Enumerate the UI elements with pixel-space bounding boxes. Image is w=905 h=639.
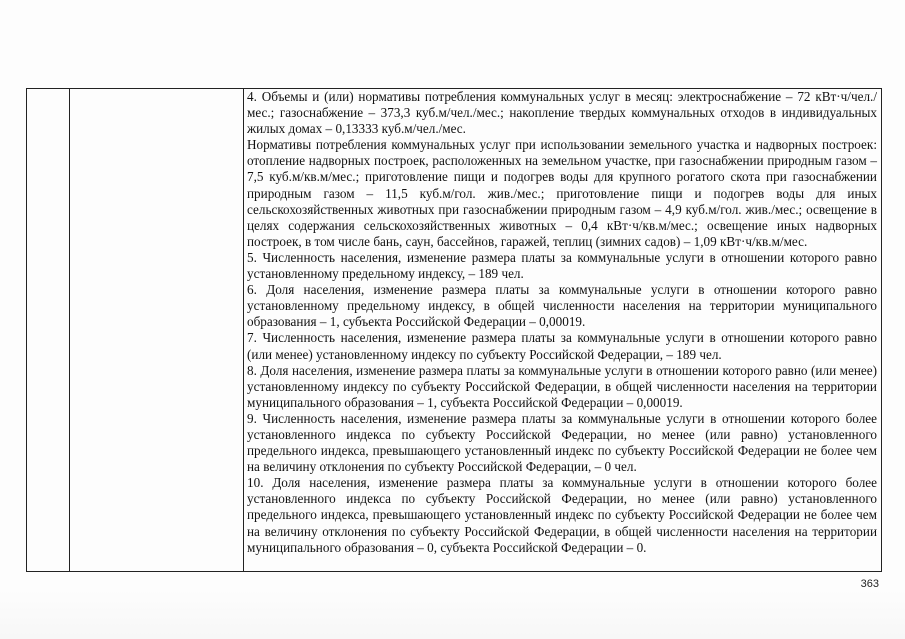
- scan-background: [0, 590, 905, 639]
- paragraph-item-5: 5. Численность населения, изменение размера платы за коммунальные услуги в отношении которого равно установленному предельному индексу, – 189 чел.: [247, 249, 877, 282]
- paragraph-item-7: 7. Численность населения, изменение размера платы за коммунальные услуги в отношении которого равно (или менее) установленному индексу по субъекту Российской Федерации, – 189 чел.: [247, 330, 877, 362]
- paragraph-item-4: 4. Объемы и (или) нормативы потребления коммунальных услуг в месяц: электроснабжение – 72 кВт·ч/чел./мес.; газоснабжение – 373,3 куб.м/чел./мес.; накопление твердых коммунальных отходов в индивидуальных жилых домах – 0,13333 куб.м/чел./мес.: [247, 89, 877, 137]
- paragraph-norms: Нормативы потребления коммунальных услуг при использовании земельного участка и надворных построек: отопление надворных построек, расположенных на земельном участке, при газоснабжении природным газом – 7,5 куб.м/кв.м/мес.; приготовление пищи и подогрев воды для крупного рогатого скота при газоснабжении природным газом – 11,5 куб.м/гол. жив./мес.; приготовление пищи и подогрев воды для иных сельскохозяйственных животных при газоснабжении природным газом – 4,9 куб.м/гол. жив./мес.; освещение в целях содержания сельскохозяйственных животных – 0,4 кВт·ч/кв.м/мес.; освещение иных надворных построек, в том числе бань, саун, бассейнов, гаражей, теплиц (зимних садов) – 1,09 кВт·ч/кв.м/мес.: [247, 137, 877, 249]
- table-cell-content: [247, 89, 877, 556]
- table-column-divider: [69, 89, 70, 571]
- page-number: 363: [860, 578, 879, 590]
- document-table: [26, 88, 882, 572]
- paragraph-item-10: 10. Доля населения, изменение размера платы за коммунальные услуги в отношении которого более установленного индекса по субъекту Российской Федерации, но менее (или равно) установленного предельного индекса, превышающего установленный индекс по субъекту Российской Федерации не более чем на величину отклонения по субъекту Российской Федерации, в общей численности населения на территории муниципального образования – 0, субъекта Российской Федерации – 0.: [247, 475, 877, 555]
- paragraph-item-9: 9. Численность населения, изменение размера платы за коммунальные услуги в отношении которого более установленного индекса по субъекту Российской Федерации, но менее (или равно) установленного предельного индекса, превышающего установленный индекс по субъекту Российской Федерации не более чем на величину отклонения по субъекту Российской Федерации, – 0 чел.: [247, 410, 877, 475]
- table-column-divider: [243, 89, 244, 571]
- paragraph-item-6: 6. Доля населения, изменение размера платы за коммунальные услуги в отношении которого равно установленному предельному индексу, в общей численности населения на территории муниципального образования – 1, субъекта Российской Федерации – 0,00019.: [247, 282, 877, 330]
- paragraph-item-8: 8. Доля населения, изменение размера платы за коммунальные услуги в отношении которого равно (или менее) установленному индексу по субъекту Российской Федерации, в общей численности населения на территории муниципального образования – 1, субъекта Российской Федерации – 0,00019.: [247, 362, 877, 410]
